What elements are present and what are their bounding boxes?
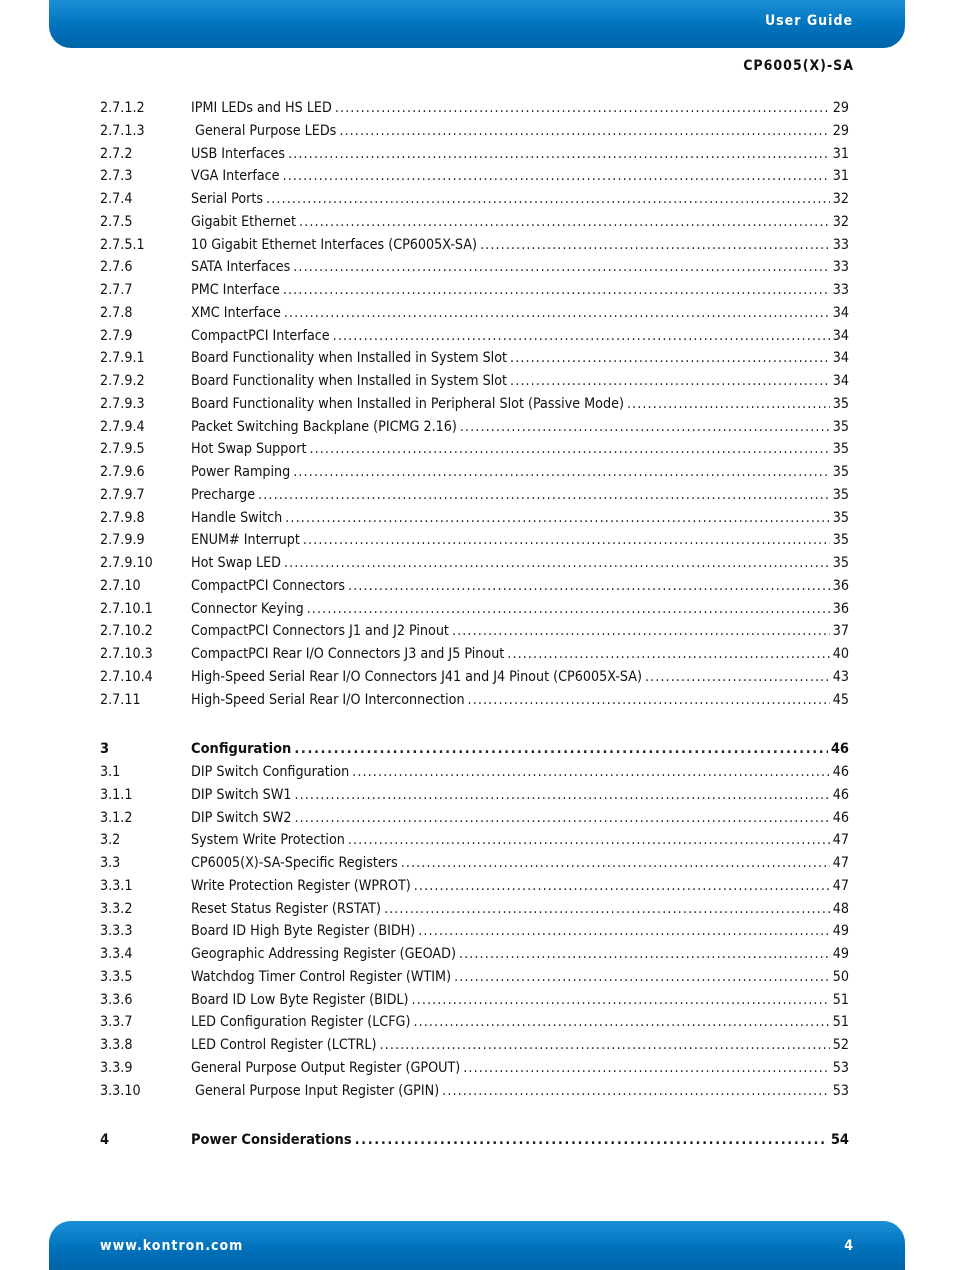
toc-leader-dots	[283, 165, 830, 188]
toc-leader-dots	[307, 598, 830, 621]
toc-entry[interactable]	[100, 325, 849, 348]
toc-entry-title: Board Functionality when Installed in System Slot	[191, 350, 508, 367]
toc-entry-title: Precharge	[191, 486, 256, 503]
header-title: User Guide	[764, 13, 853, 29]
product-name: CP6005(X)-SA	[743, 58, 854, 74]
toc-chapter-entry[interactable]	[100, 738, 849, 761]
toc-entry-number: 2.7.2	[100, 145, 133, 162]
toc-entry-title: Board ID High Byte Register (BIDH)	[191, 923, 416, 940]
toc-entry-page: 32	[832, 213, 849, 230]
toc-leader-dots	[309, 438, 829, 461]
toc-entry-page: 47	[832, 855, 849, 871]
toc-entry-page: 35	[832, 418, 849, 435]
toc-leader-dots	[294, 784, 829, 807]
toc-leader-dots	[339, 120, 829, 143]
toc-entry-page: 53	[832, 1082, 849, 1099]
toc-entry-title: Watchdog Timer Control Register (WTIM)	[191, 968, 452, 985]
toc-entry-page: 49	[832, 946, 849, 962]
toc-leader-dots	[293, 256, 829, 279]
toc-entry-number: 3.2	[100, 832, 121, 849]
toc-entry[interactable]	[100, 920, 849, 943]
toc-entry-number: 2.7.9.7	[100, 486, 145, 503]
toc-entry[interactable]	[100, 529, 849, 552]
toc-entry-page: 50	[832, 968, 849, 985]
toc-leader-dots	[352, 761, 830, 784]
toc-entry-page: 29	[832, 100, 849, 116]
toc-entry-title: Serial Ports	[191, 191, 264, 207]
toc-entry[interactable]	[100, 898, 849, 921]
toc-leader-dots	[303, 529, 830, 552]
toc-entry-page: 31	[832, 168, 849, 185]
toc-leader-dots	[284, 302, 830, 325]
toc-entry-title: Packet Switching Backplane (PICMG 2.16)	[191, 418, 457, 435]
toc-entry-number: 3.3.10	[100, 1082, 141, 1099]
toc-entry-page: 51	[832, 1014, 849, 1031]
toc-entry[interactable]	[100, 234, 849, 257]
toc-leader-dots	[299, 211, 830, 234]
toc-entry-title: IPMI LEDs and HS LED	[191, 100, 332, 116]
toc-entry-title: General Purpose Input Register (GPIN)	[191, 1082, 440, 1099]
toc-leader-dots	[413, 1011, 829, 1034]
toc-entry-number: 3.3.8	[100, 1037, 133, 1053]
toc-entry-number: 2.7.10.2	[100, 623, 153, 640]
toc-leader-dots	[442, 1080, 830, 1103]
toc-entry-page: 34	[832, 327, 849, 344]
toc-entry-number: 2.7.4	[100, 191, 133, 207]
toc-leader-dots	[294, 807, 829, 830]
toc-entry-page: 32	[832, 191, 849, 207]
toc-leader-dots	[333, 325, 830, 348]
toc-entry[interactable]	[100, 370, 849, 393]
toc-entry-number: 2.7.9	[100, 327, 133, 344]
footer-bar	[49, 1221, 905, 1270]
toc-leader-dots	[645, 666, 830, 689]
toc-entry[interactable]	[100, 188, 849, 211]
toc-chapter-entry[interactable]	[100, 1129, 849, 1152]
toc-entry[interactable]	[100, 1057, 849, 1080]
toc-entry-page: 36	[832, 577, 849, 594]
toc-leader-dots	[258, 484, 830, 507]
toc-entry-title: 10 Gigabit Ethernet Interfaces (CP6005X-SA)	[191, 236, 478, 253]
toc-entry-page: 35	[832, 555, 849, 571]
toc-entry-title: CompactPCI Rear I/O Connectors J3 and J5 Pinout	[191, 646, 505, 662]
toc-entry-title: LED Configuration Register (LCFG)	[191, 1014, 411, 1031]
toc-entry[interactable]	[100, 256, 849, 279]
toc-entry-title: Connector Keying	[191, 600, 304, 617]
toc-entry-page: 35	[832, 486, 849, 503]
toc-leader-dots	[463, 1057, 829, 1080]
toc-leader-dots	[414, 875, 830, 898]
toc-entry-title: Configuration	[191, 741, 292, 758]
toc-entry-page: 46	[832, 809, 849, 826]
toc-entry-title: Board ID Low Byte Register (BIDL)	[191, 991, 409, 1008]
toc-entry-number: 3.1.1	[100, 786, 133, 803]
toc-entry-title: LED Control Register (LCTRL)	[191, 1037, 377, 1053]
toc-entry[interactable]	[100, 598, 849, 621]
toc-entry-number: 2.7.11	[100, 691, 141, 708]
toc-entry-page: 33	[832, 282, 849, 298]
toc-entry-number: 2.7.9.4	[100, 418, 145, 435]
toc-entry-page: 33	[832, 259, 849, 276]
toc-entry-page: 29	[832, 122, 849, 139]
toc-entry-title: PMC Interface	[191, 282, 280, 298]
toc-entry-page: 47	[832, 877, 849, 894]
footer-url[interactable]: www.kontron.com	[100, 1238, 244, 1254]
toc-entry-title: Power Considerations	[191, 1132, 352, 1149]
toc-entry-page: 49	[832, 923, 849, 940]
toc-leader-dots	[348, 829, 830, 852]
toc-entry-number: 2.7.7	[100, 282, 133, 298]
toc-entry[interactable]	[100, 461, 849, 484]
toc-entry-title: Geographic Addressing Register (GEOAD)	[191, 946, 456, 962]
toc-entry-page: 34	[832, 373, 849, 389]
toc-entry-title: Board Functionality when Installed in System Slot	[191, 373, 508, 389]
toc-entry-page: 46	[830, 741, 849, 758]
toc-entry-number: 2.7.9.8	[100, 509, 145, 526]
toc-leader-dots	[288, 143, 830, 166]
toc-leader-dots	[468, 689, 830, 712]
toc-entry-number: 2.7.1.2	[100, 100, 145, 116]
toc-entry-number: 2.7.9.6	[100, 464, 145, 480]
toc-entry[interactable]	[100, 989, 849, 1012]
toc-leader-dots	[459, 943, 830, 966]
toc-entry-title: Handle Switch	[191, 509, 283, 526]
toc-entry-number: 3	[100, 741, 110, 758]
toc-entry[interactable]	[100, 484, 849, 507]
toc-entry-title: Write Protection Register (WPROT)	[191, 877, 411, 894]
toc-entry[interactable]	[100, 689, 849, 712]
toc-leader-dots	[294, 738, 828, 761]
toc-leader-dots	[380, 1034, 830, 1057]
toc-entry-page: 35	[832, 532, 849, 549]
toc-entry-number: 2.7.6	[100, 259, 133, 276]
toc-entry-number: 3.3.6	[100, 991, 133, 1008]
toc-entry[interactable]	[100, 575, 849, 598]
toc-entry[interactable]	[100, 666, 849, 689]
toc-entry[interactable]	[100, 507, 849, 530]
toc-entry-number: 2.7.10.3	[100, 646, 153, 662]
toc-entry-number: 3.3	[100, 855, 121, 871]
toc-leader-dots	[335, 97, 830, 120]
toc-leader-dots	[401, 852, 830, 875]
toc-entry[interactable]	[100, 1080, 849, 1103]
toc-entry[interactable]	[100, 784, 849, 807]
toc-entry-page: 53	[832, 1059, 849, 1076]
toc-entry-title: CompactPCI Connectors	[191, 577, 346, 594]
toc-entry[interactable]	[100, 552, 849, 575]
toc-leader-dots	[510, 347, 830, 370]
toc-entry-page: 35	[832, 464, 849, 480]
toc-entry-page: 35	[832, 395, 849, 412]
table-of-contents	[100, 97, 849, 1152]
toc-entry-page: 48	[832, 900, 849, 917]
toc-leader-dots	[412, 989, 830, 1012]
toc-entry-number: 3.3.2	[100, 900, 133, 917]
toc-entry-number: 2.7.10.4	[100, 668, 153, 685]
toc-entry[interactable]	[100, 1034, 849, 1057]
toc-entry-number: 3.3.9	[100, 1059, 133, 1076]
toc-entry-number: 2.7.9.2	[100, 373, 145, 389]
toc-leader-dots	[454, 966, 830, 989]
toc-entry-page: 40	[832, 646, 849, 662]
toc-leader-dots	[284, 552, 830, 575]
toc-entry-title: High-Speed Serial Rear I/O Connectors J41 and J4 Pinout (CP6005X-SA)	[191, 668, 642, 685]
toc-entry-title: SATA Interfaces	[191, 259, 291, 276]
toc-entry-number: 2.7.9.3	[100, 395, 145, 412]
toc-entry-page: 51	[832, 991, 849, 1008]
toc-leader-dots	[460, 416, 830, 439]
toc-entry-number: 2.7.10	[100, 577, 141, 594]
toc-entry-number: 2.7.10.1	[100, 600, 153, 617]
toc-leader-dots	[418, 920, 830, 943]
toc-entry-title: VGA Interface	[191, 168, 280, 185]
toc-entry-number: 3.3.4	[100, 946, 133, 962]
toc-entry-title: System Write Protection	[191, 832, 345, 849]
toc-entry[interactable]	[100, 438, 849, 461]
toc-entry-number: 2.7.9.10	[100, 555, 153, 571]
toc-leader-dots	[452, 620, 830, 643]
toc-entry-title: Power Ramping	[191, 464, 291, 480]
toc-entry-page: 47	[832, 832, 849, 849]
toc-entry-number: 4	[100, 1132, 110, 1149]
toc-entry[interactable]	[100, 302, 849, 325]
toc-entry-page: 31	[832, 145, 849, 162]
toc-entry[interactable]	[100, 120, 849, 143]
toc-entry-page: 45	[832, 691, 849, 708]
toc-entry-title: DIP Switch SW2	[191, 809, 292, 826]
toc-entry-title: CompactPCI Interface	[191, 327, 330, 344]
toc-entry[interactable]	[100, 347, 849, 370]
toc-entry-number: 2.7.1.3	[100, 122, 145, 139]
toc-entry-number: 3.1.2	[100, 809, 133, 826]
toc-entry-page: 46	[832, 786, 849, 803]
toc-entry[interactable]	[100, 416, 849, 439]
toc-entry-number: 3.3.1	[100, 877, 133, 894]
toc-entry-title: CP6005(X)-SA-Specific Registers	[191, 855, 398, 871]
toc-entry-page: 33	[832, 236, 849, 253]
toc-leader-dots	[355, 1129, 828, 1152]
toc-entry-number: 2.7.9.5	[100, 441, 145, 458]
header-bar	[49, 0, 905, 48]
toc-entry-page: 54	[830, 1132, 849, 1149]
toc-entry-number: 3.3.7	[100, 1014, 133, 1031]
toc-entry-title: High-Speed Serial Rear I/O Interconnection	[191, 691, 465, 708]
toc-entry[interactable]	[100, 807, 849, 830]
toc-entry-number: 2.7.8	[100, 304, 133, 321]
toc-entry-page: 35	[832, 441, 849, 458]
toc-leader-dots	[285, 507, 829, 530]
toc-entry-number: 2.7.5	[100, 213, 133, 230]
toc-entry-title: General Purpose LEDs	[191, 122, 337, 139]
toc-entry-title: Gigabit Ethernet	[191, 213, 297, 230]
toc-entry-page: 43	[832, 668, 849, 685]
toc-entry[interactable]	[100, 943, 849, 966]
toc-leader-dots	[266, 188, 830, 211]
toc-entry[interactable]	[100, 393, 849, 416]
toc-entry-number: 2.7.3	[100, 168, 133, 185]
toc-entry[interactable]	[100, 761, 849, 784]
toc-leader-dots	[293, 461, 830, 484]
toc-entry[interactable]	[100, 1011, 849, 1034]
toc-leader-dots	[507, 643, 829, 666]
toc-entry-title: XMC Interface	[191, 304, 281, 321]
toc-leader-dots	[283, 279, 830, 302]
toc-entry[interactable]	[100, 875, 849, 898]
toc-leader-dots	[384, 898, 830, 921]
toc-entry[interactable]	[100, 165, 849, 188]
toc-entry-page: 36	[832, 600, 849, 617]
toc-leader-dots	[510, 370, 830, 393]
toc-entry-title: CompactPCI Connectors J1 and J2 Pinout	[191, 623, 449, 640]
toc-entry[interactable]	[100, 829, 849, 852]
toc-entry-page: 35	[832, 509, 849, 526]
toc-entry[interactable]	[100, 852, 849, 875]
toc-entry-page: 34	[832, 350, 849, 367]
toc-entry-title: USB Interfaces	[191, 145, 286, 162]
toc-entry-page: 37	[832, 623, 849, 640]
toc-leader-dots	[348, 575, 830, 598]
toc-entry[interactable]	[100, 620, 849, 643]
toc-entry[interactable]	[100, 143, 849, 166]
toc-entry[interactable]	[100, 643, 849, 666]
toc-entry[interactable]	[100, 279, 849, 302]
toc-entry-page: 34	[832, 304, 849, 321]
toc-entry-title: DIP Switch SW1	[191, 786, 292, 803]
toc-leader-dots	[627, 393, 830, 416]
toc-leader-dots	[480, 234, 830, 257]
toc-entry-page: 52	[832, 1037, 849, 1053]
toc-entry-number: 3.3.3	[100, 923, 133, 940]
toc-entry[interactable]	[100, 211, 849, 234]
toc-entry-title: ENUM# Interrupt	[191, 532, 300, 549]
toc-entry-title: DIP Switch Configuration	[191, 764, 350, 780]
toc-entry-number: 2.7.5.1	[100, 236, 145, 253]
toc-entry[interactable]	[100, 966, 849, 989]
toc-entry-number: 2.7.9.1	[100, 350, 145, 367]
toc-entry-number: 3.1	[100, 764, 121, 780]
toc-entry-page: 46	[832, 764, 849, 780]
toc-entry[interactable]	[100, 97, 849, 120]
toc-entry-number: 3.3.5	[100, 968, 133, 985]
toc-entry-title: Reset Status Register (RSTAT)	[191, 900, 381, 917]
toc-entry-title: Board Functionality when Installed in Peripheral Slot (Passive Mode)	[191, 395, 624, 412]
footer-page-number: 4	[844, 1238, 853, 1254]
toc-entry-title: Hot Swap Support	[191, 441, 307, 458]
toc-entry-title: General Purpose Output Register (GPOUT)	[191, 1059, 461, 1076]
toc-entry-title: Hot Swap LED	[191, 555, 281, 571]
toc-entry-number: 2.7.9.9	[100, 532, 145, 549]
